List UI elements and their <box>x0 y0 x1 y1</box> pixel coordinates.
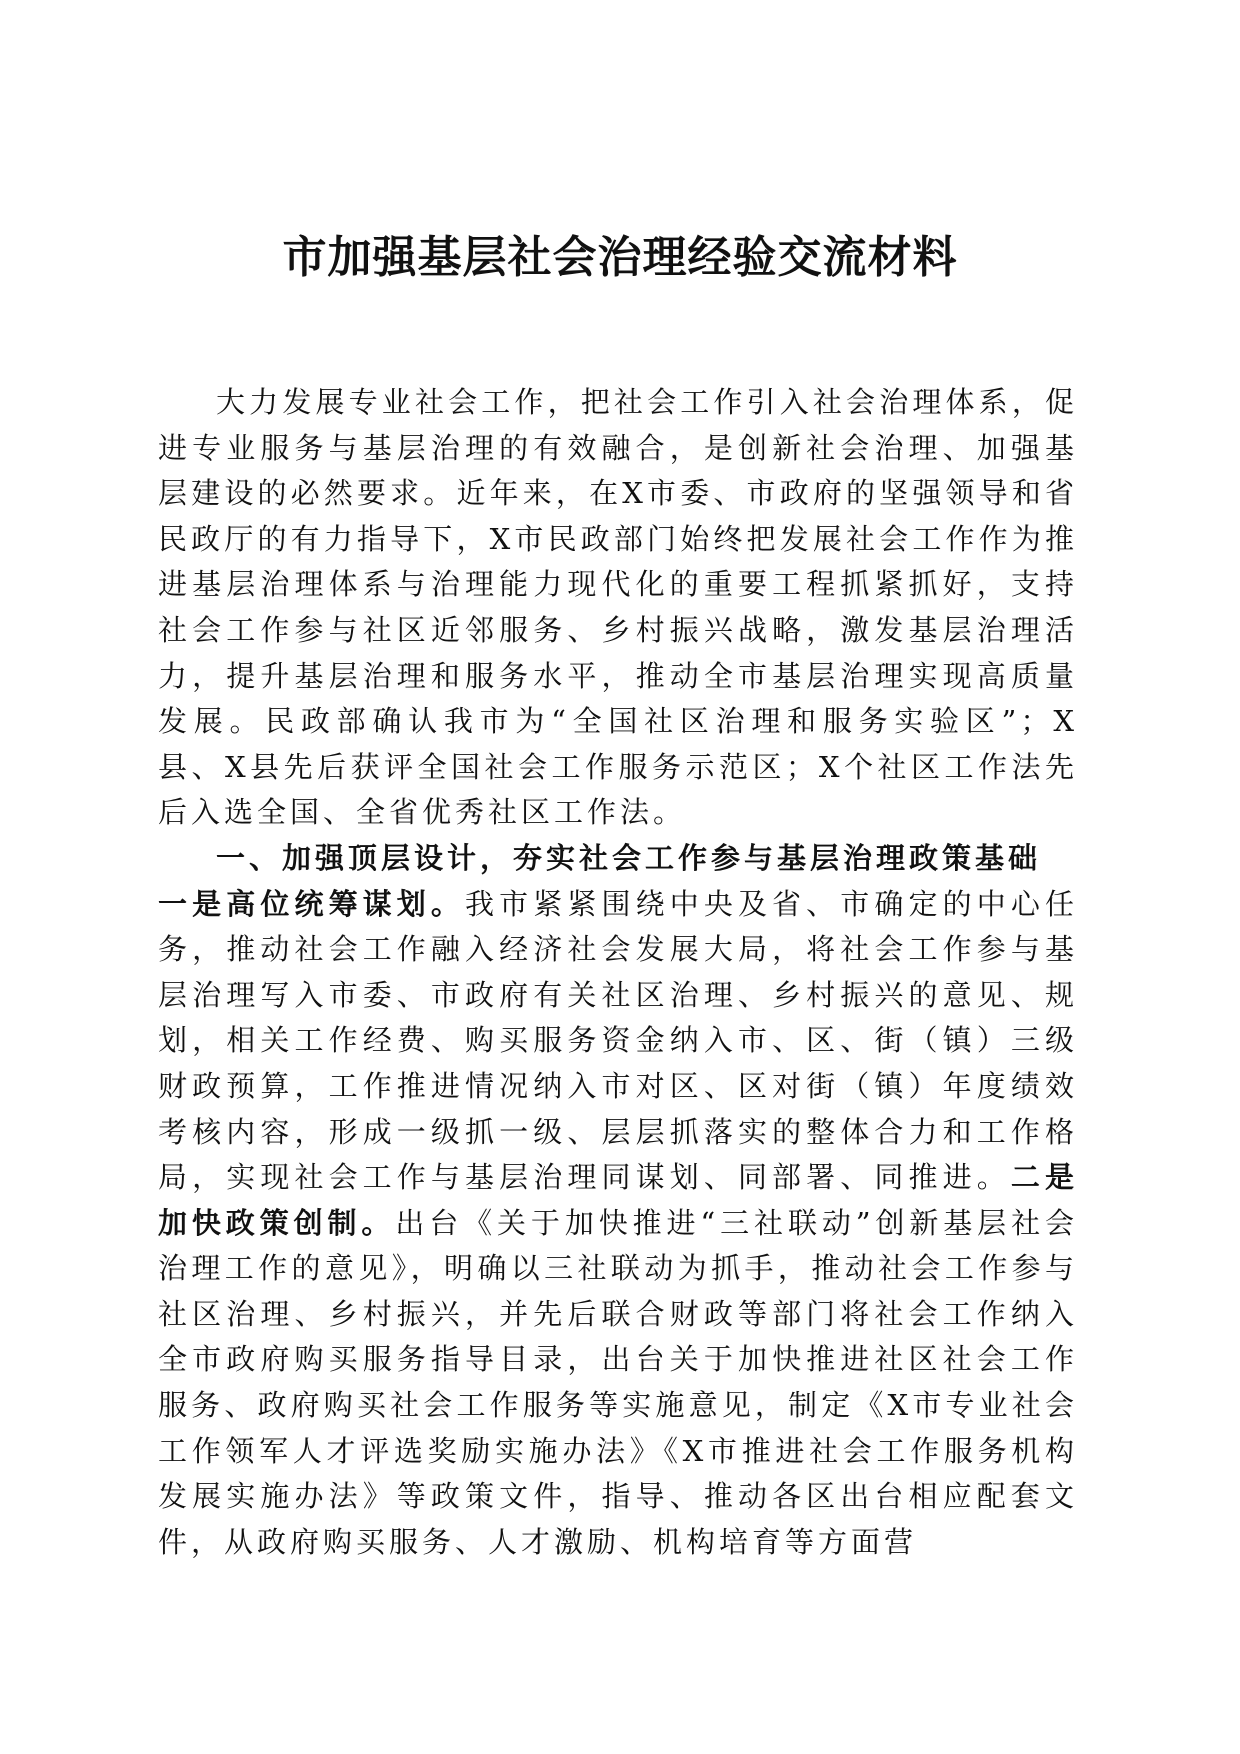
point-2-title: 二是加快政策创制。 <box>158 1160 1078 1240</box>
point-1-text: 我市紧紧围绕中央及省、市确定的中心任务，推动社会工作融入经济社会发展大局，将社会工作参与基层治理写入市委、市政府有关社区治理、乡村振兴的意见、规划，相关工作经费、购买服务资金纳入市、区、街（镇）三级财政预算，工作推进情况纳入市对区、区对街（镇）年度绩效考核内容，形成一级抓一级、层层抓落实的整体合力和工作格局，实现社会工作与基层治理同谋划、同部署、同推进。 <box>158 886 1078 1195</box>
document-body <box>158 380 1078 1565</box>
point-2-text: 出台《关于加快推进“三社联动”创新基层社会治理工作的意见》，明确以三社联动为抓手，推动社会工作参与社区治理、乡村振兴，并先后联合财政等部门将社会工作纳入全市政府购买服务指导目录，出台关于加快推进社区社会工作服务、政府购买社会工作服务等实施意见，制定《X市专业社会工作领军人才评选奖励实施办法》《X市推进社会工作服务机构发展实施办法》等政策文件，指导、推动各区出台相应配套文件，从政府购买服务、人才激励、机构培育等方面营 <box>158 1205 1078 1559</box>
point-1-title: 一是高位统筹谋划。 <box>158 886 466 921</box>
section-1-paragraph <box>158 882 1078 1566</box>
document-title: 市加强基层社会治理经验交流材料 <box>282 232 958 283</box>
section-1-heading: 一、加强顶层设计，夯实社会工作参与基层治理政策基础 <box>216 840 1042 875</box>
intro-paragraph: 大力发展专业社会工作，把社会工作引入社会治理体系，促进专业服务与基层治理的有效融合，是创新社会治理、加强基层建设的必然要求。近年来，在X市委、市政府的坚强领导和省民政厅的有力指导下，X市民政部门始终把发展社会工作作为推进基层治理体系与治理能力现代化的重要工程抓紧抓好，支持社会工作参与社区近邻服务、乡村振兴战略，激发基层治理活力，提升基层治理和服务水平，推动全市基层治理实现高质量发展。民政部确认我市为“全国社区治理和服务实验区”；X县、X县先后获评全国社会工作服务示范区；X个社区工作法先后入选全国、全省优秀社区工作法。 <box>158 385 1078 830</box>
